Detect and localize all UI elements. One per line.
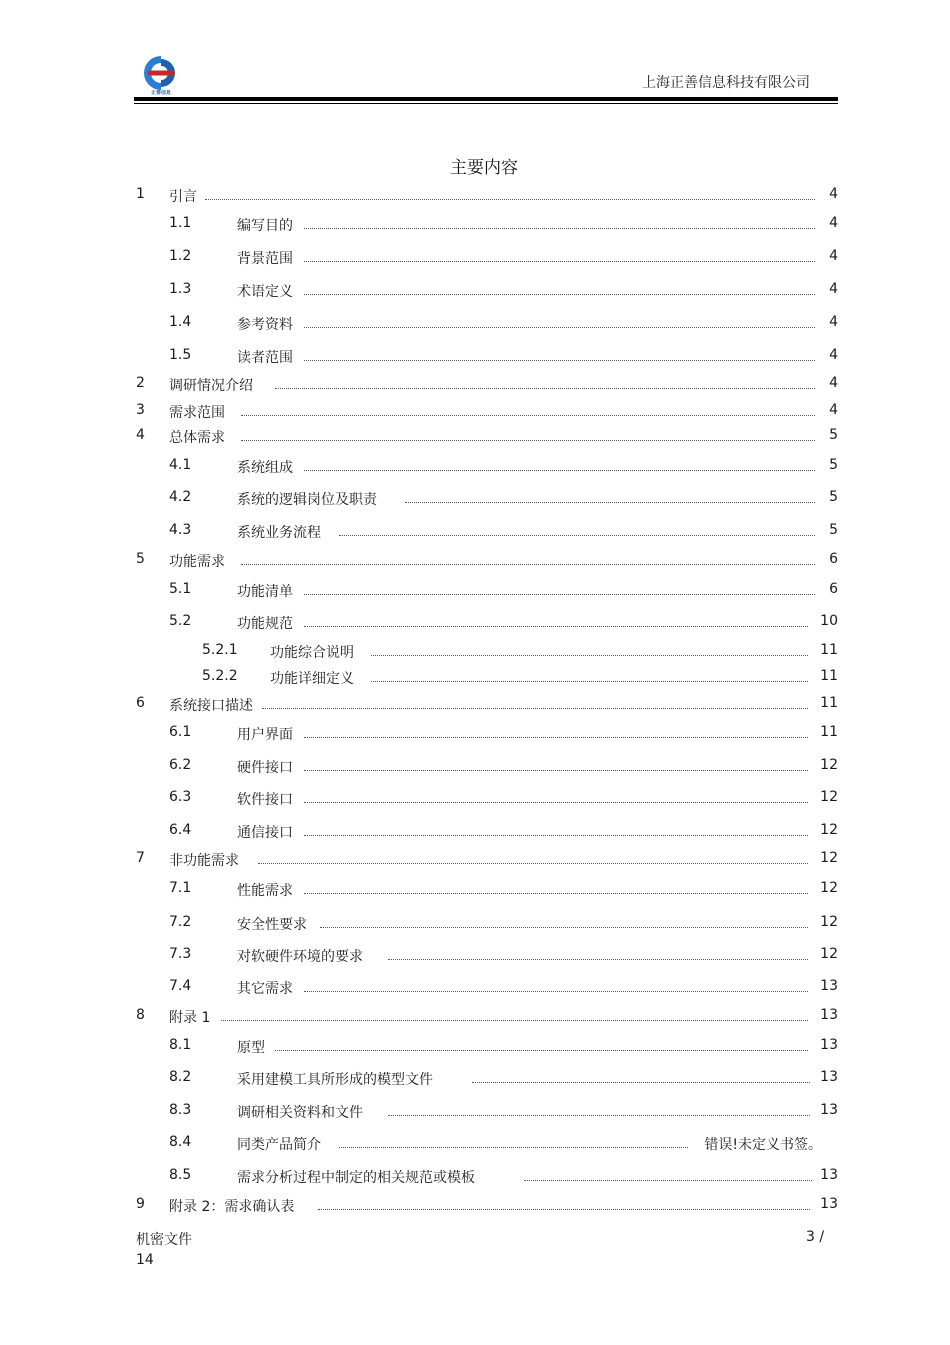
toc-entry-label: 功能规范 (237, 616, 293, 632)
toc-entry-number: 7.1 (169, 880, 192, 896)
toc-entry-number: 7.4 (169, 978, 192, 994)
toc-entry-label: 功能详细定义 (270, 671, 354, 687)
toc-entry-number: 2 (136, 375, 145, 391)
toc-entry-page: 12 (820, 789, 838, 805)
toc-title: 主要内容 (450, 158, 518, 178)
toc-entry[interactable] (0, 347, 950, 367)
toc-entry[interactable] (0, 457, 950, 477)
toc-entry-label: 需求范围 (169, 405, 225, 421)
toc-entry-page: 12 (820, 757, 838, 773)
toc-entry-label: 对软硬件环境的要求 (237, 949, 363, 965)
toc-entry-page: 4 (829, 248, 838, 264)
toc-entry[interactable] (0, 1102, 950, 1122)
toc-entry-number: 6.3 (169, 789, 192, 805)
toc-entry-page: 11 (820, 695, 838, 711)
toc-entry-label: 调研相关资料和文件 (237, 1105, 363, 1121)
toc-entry-label: 功能综合说明 (270, 645, 354, 661)
toc-entry-label: 总体需求 (169, 430, 225, 446)
toc-entry[interactable] (0, 402, 950, 422)
toc-entry[interactable] (0, 642, 950, 662)
toc-entry-page: 13 (820, 978, 838, 994)
toc-entry[interactable] (0, 946, 950, 966)
toc-leader-dots (304, 985, 808, 992)
toc-leader-dots (388, 953, 808, 960)
toc-entry-page: 5 (829, 522, 838, 538)
toc-entry-label: 参考资料 (237, 317, 293, 333)
toc-entry-number: 7 (136, 850, 145, 866)
toc-entry-number: 4 (136, 427, 145, 443)
toc-entry-number: 5.2.2 (202, 668, 238, 684)
toc-entry[interactable] (0, 281, 950, 301)
toc-entry-page: 4 (829, 402, 838, 418)
toc-entry-page: 12 (820, 822, 838, 838)
toc-entry-label: 原型 (237, 1040, 265, 1056)
toc-entry[interactable] (0, 1167, 950, 1187)
toc-entry-page: 4 (829, 215, 838, 231)
toc-leader-dots (304, 222, 815, 229)
toc-entry-label: 同类产品简介 (237, 1137, 321, 1153)
toc-leader-dots (241, 434, 815, 441)
toc-entry-number: 6.4 (169, 822, 192, 838)
toc-leader-dots (304, 354, 815, 361)
toc-leader-dots (472, 1076, 810, 1083)
toc-entry-label: 需求分析过程中制定的相关规范或模板 (237, 1170, 475, 1186)
toc-entry[interactable] (0, 613, 950, 633)
toc-entry[interactable] (0, 427, 950, 447)
toc-entry-page: 13 (820, 1007, 838, 1023)
toc-leader-dots (304, 288, 815, 295)
toc-entry[interactable] (0, 1196, 950, 1216)
toc-entry[interactable] (0, 186, 950, 206)
toc-entry-number: 6.2 (169, 757, 192, 773)
toc-entry-label: 调研情况介绍 (169, 378, 253, 394)
toc-entry-page: 4 (829, 314, 838, 330)
toc-entry-label: 附录 2：需求确认表 (169, 1199, 295, 1215)
toc-entry-label: 系统接口描述 (169, 698, 253, 714)
toc-entry-page: 4 (829, 186, 838, 202)
toc-entry-page: 12 (820, 914, 838, 930)
toc-entry-label: 系统组成 (237, 460, 293, 476)
toc-entry-number: 9 (136, 1196, 145, 1212)
footer-page-total: 14 (136, 1252, 154, 1268)
toc-entry-label: 背景范围 (237, 251, 293, 267)
toc-leader-dots (304, 829, 808, 836)
toc-entry[interactable] (0, 1037, 950, 1057)
toc-leader-dots (320, 921, 808, 928)
toc-entry-number: 5.2.1 (202, 642, 238, 658)
toc-leader-dots (275, 382, 815, 389)
toc-leader-dots (371, 675, 808, 682)
toc-entry-label: 功能清单 (237, 584, 293, 600)
footer-classification: 机密文件 (136, 1232, 192, 1248)
toc-leader-dots (258, 857, 808, 864)
toc-entry-number: 1.5 (169, 347, 192, 363)
toc-entry-number: 8.2 (169, 1069, 192, 1085)
toc-entry-label: 非功能需求 (169, 853, 239, 869)
toc-entry-number: 6 (136, 695, 145, 711)
toc-entry-number: 8.1 (169, 1037, 192, 1053)
toc-entry-page: 4 (829, 347, 838, 363)
toc-entry[interactable] (0, 375, 950, 395)
toc-entry-label: 软件接口 (237, 792, 293, 808)
toc-entry-number: 7.3 (169, 946, 192, 962)
toc-leader-dots (304, 887, 808, 894)
toc-entry-number: 1.1 (169, 215, 192, 231)
toc-leader-dots (275, 1044, 808, 1051)
toc-entry[interactable] (0, 248, 950, 268)
toc-entry-label: 编写目的 (237, 218, 293, 234)
toc-entry-page: 5 (829, 457, 838, 473)
header-rule-thin (134, 103, 838, 104)
toc-entry-label: 用户界面 (237, 727, 293, 743)
toc-entry[interactable] (0, 668, 950, 688)
toc-entry-number: 8.5 (169, 1167, 192, 1183)
toc-leader-dots (304, 764, 808, 771)
toc-entry-label: 系统的逻辑岗位及职责 (237, 492, 377, 508)
toc-entry-number: 7.2 (169, 914, 192, 930)
toc-entry-page: 13 (820, 1102, 838, 1118)
toc-leader-dots (405, 496, 815, 503)
toc-entry-page: 13 (820, 1167, 838, 1183)
logo-text: 正善信息 (150, 90, 171, 96)
toc-leader-dots (304, 255, 815, 262)
toc-entry[interactable] (0, 757, 950, 777)
toc-entry-number: 8 (136, 1007, 145, 1023)
toc-leader-dots (524, 1174, 812, 1181)
toc-entry-label: 其它需求 (237, 981, 293, 997)
toc-entry-number: 5.2 (169, 613, 192, 629)
toc-entry[interactable] (0, 314, 950, 334)
toc-entry[interactable] (0, 789, 950, 809)
toc-leader-dots (205, 193, 815, 200)
toc-entry[interactable] (0, 489, 950, 509)
toc-entry-label: 术语定义 (237, 284, 293, 300)
toc-entry-page: 10 (820, 613, 838, 629)
toc-leader-dots (241, 409, 815, 416)
toc-entry[interactable] (0, 1007, 950, 1027)
toc-entry[interactable] (0, 695, 950, 715)
toc-entry-number: 5 (136, 551, 145, 567)
toc-entry-page: 13 (820, 1196, 838, 1212)
toc-entry[interactable] (0, 1069, 950, 1089)
toc-entry-page: 4 (829, 281, 838, 297)
toc-entry-label: 引言 (169, 189, 197, 205)
toc-entry-number: 1.2 (169, 248, 192, 264)
toc-entry[interactable] (0, 215, 950, 235)
toc-entry-label: 读者范围 (237, 350, 293, 366)
toc-entry-page: 13 (820, 1037, 838, 1053)
toc-leader-dots (304, 620, 808, 627)
toc-entry-number: 4.1 (169, 457, 192, 473)
toc-entry-number: 8.4 (169, 1134, 192, 1150)
toc-entry[interactable] (0, 522, 950, 542)
toc-leader-dots (304, 588, 815, 595)
toc-leader-dots (262, 702, 808, 709)
toc-entry-page: 12 (820, 946, 838, 962)
toc-leader-dots (221, 1014, 808, 1021)
toc-leader-dots (304, 464, 815, 471)
toc-leader-dots (339, 1141, 688, 1148)
toc-entry-page: 5 (829, 427, 838, 443)
toc-entry[interactable] (0, 1134, 950, 1154)
toc-entry-number: 1 (136, 186, 145, 202)
toc-entry-number: 1.4 (169, 314, 192, 330)
header-rule (134, 97, 838, 101)
toc-entry-page: 11 (820, 668, 838, 684)
toc-entry[interactable] (0, 581, 950, 601)
toc-entry-number: 6.1 (169, 724, 192, 740)
toc-leader-dots (304, 731, 808, 738)
toc-entry-label: 通信接口 (237, 825, 293, 841)
toc-entry-label: 硬件接口 (237, 760, 293, 776)
toc-entry-number: 1.3 (169, 281, 192, 297)
toc-entry-label: 功能需求 (169, 554, 225, 570)
toc-entry-page: 11 (820, 642, 838, 658)
footer-page-number: 3 / (806, 1229, 825, 1245)
toc-entry[interactable] (0, 551, 950, 571)
toc-entry-page: 错误!未定义书签。 (704, 1137, 822, 1153)
toc-entry-label: 系统业务流程 (237, 525, 321, 541)
toc-entry-number: 3 (136, 402, 145, 418)
toc-entry[interactable] (0, 978, 950, 998)
toc-leader-dots (241, 558, 815, 565)
toc-entry[interactable] (0, 724, 950, 744)
toc-entry-number: 5.1 (169, 581, 192, 597)
toc-entry-label: 安全性要求 (237, 917, 307, 933)
toc-leader-dots (371, 649, 808, 656)
toc-entry-label: 采用建模工具所形成的模型文件 (237, 1072, 433, 1088)
toc-entry[interactable] (0, 914, 950, 934)
toc-entry-page: 6 (829, 551, 838, 567)
toc-entry-label: 附录 1 (169, 1010, 211, 1026)
toc-entry-page: 12 (820, 850, 838, 866)
toc-leader-dots (318, 1203, 810, 1210)
toc-entry[interactable] (0, 880, 950, 900)
toc-entry-number: 4.2 (169, 489, 192, 505)
toc-entry[interactable] (0, 822, 950, 842)
toc-leader-dots (388, 1109, 810, 1116)
toc-entry-page: 12 (820, 880, 838, 896)
toc-entry-number: 4.3 (169, 522, 192, 538)
toc-leader-dots (304, 321, 815, 328)
toc-entry-page: 5 (829, 489, 838, 505)
toc-entry-page: 6 (829, 581, 838, 597)
toc-entry-page: 11 (820, 724, 838, 740)
company-name: 上海正善信息科技有限公司 (642, 75, 810, 91)
toc-entry-label: 性能需求 (237, 883, 293, 899)
toc-entry-page: 13 (820, 1069, 838, 1085)
toc-entry[interactable] (0, 850, 950, 870)
company-logo-icon (136, 50, 186, 100)
toc-entry-page: 4 (829, 375, 838, 391)
toc-leader-dots (304, 796, 808, 803)
toc-leader-dots (339, 529, 815, 536)
toc-entry-number: 8.3 (169, 1102, 192, 1118)
